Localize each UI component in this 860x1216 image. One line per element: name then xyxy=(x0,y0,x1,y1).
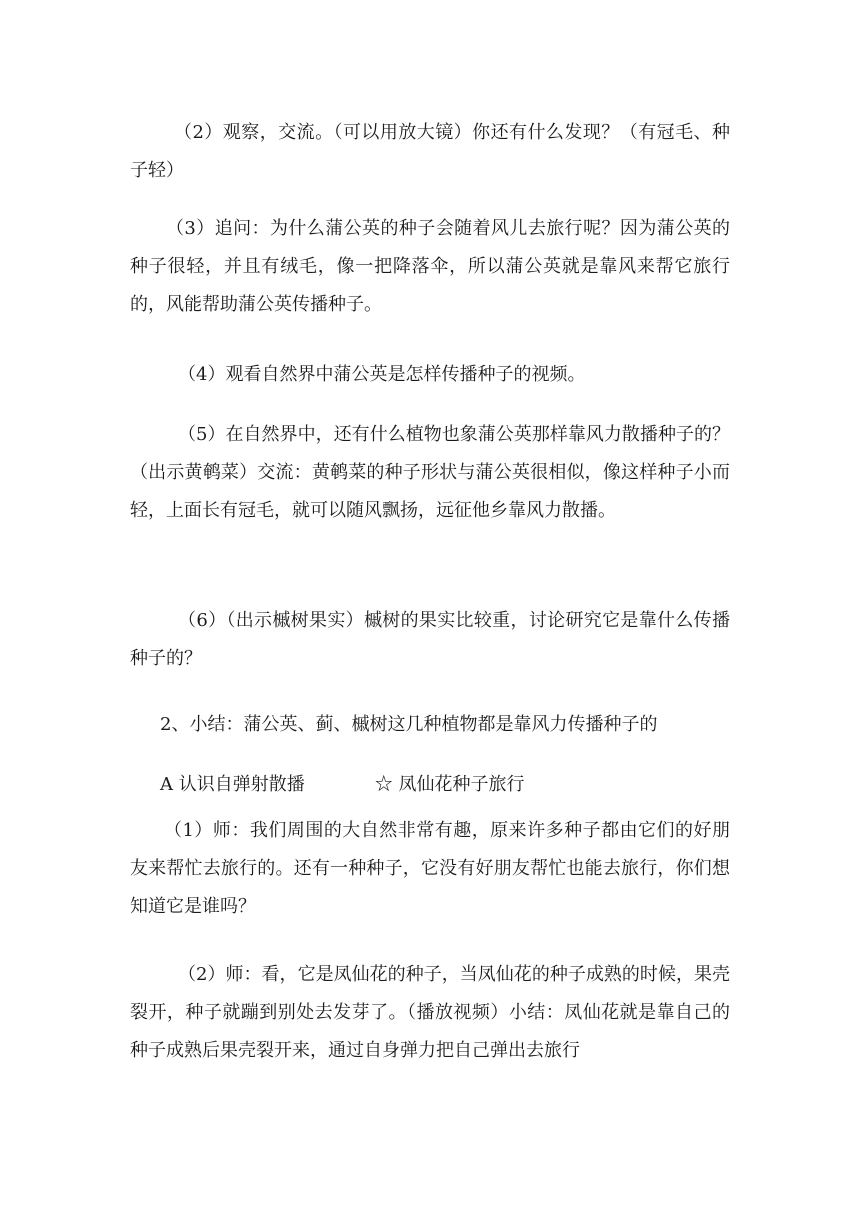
paragraph-maple: （6）（出示槭树果实）槭树的果实比较重，讨论研究它是靠什么传播种子的？ xyxy=(130,610,730,669)
paragraph-ask: （3）追问：为什么蒲公英的种子会随着风儿去旅行呢？因为蒲公英的种子很轻，并且有绒毛，像一把降落伞，所以蒲公英就是靠风来帮它旅行的，风能帮助蒲公英传播种子。 xyxy=(130,218,730,315)
section-a-heading xyxy=(160,766,524,804)
section-a-label: A 认识自弹射散播 xyxy=(160,774,305,795)
paragraph-teacher-1: （1）师：我们周围的大自然非常有趣，原来许多种子都由它们的好朋友来帮忙去旅行的。还有一种种子，它没有好朋友帮忙也能去旅行，你们想知道它是谁吗？ xyxy=(130,820,730,917)
paragraph-teacher-2: （2）师：看，它是凤仙花的种子，当凤仙花的种子成熟的时候，果壳裂开，种子就蹦到别处去发芽了。（播放视频）小结：凤仙花就是靠自己的种子成熟后果壳裂开来，通过自身弹力把自己弹出去旅行 xyxy=(130,964,730,1061)
paragraph-video: （4）观看自然界中蒲公英是怎样传播种子的视频。 xyxy=(178,364,586,385)
paragraph-observe: （2）观察，交流。（可以用放大镜）你还有什么发现？（有冠毛、种子轻） xyxy=(130,122,730,181)
paragraph-nature: （5）在自然界中，还有什么植物也象蒲公英那样靠风力散播种子的？（出示黄鹌菜）交流：黄鹌菜的种子形状与蒲公英很相似，像这样种子小而轻，上面长有冠毛，就可以随风飘扬，远征他乡靠风力散播。 xyxy=(130,424,730,521)
section-a-title: ☆ 凤仙花种子旅行 xyxy=(374,774,525,795)
paragraph-summary: 2、小结：蒲公英、蓟、槭树这几种植物都是靠风力传播种子的 xyxy=(160,714,658,735)
